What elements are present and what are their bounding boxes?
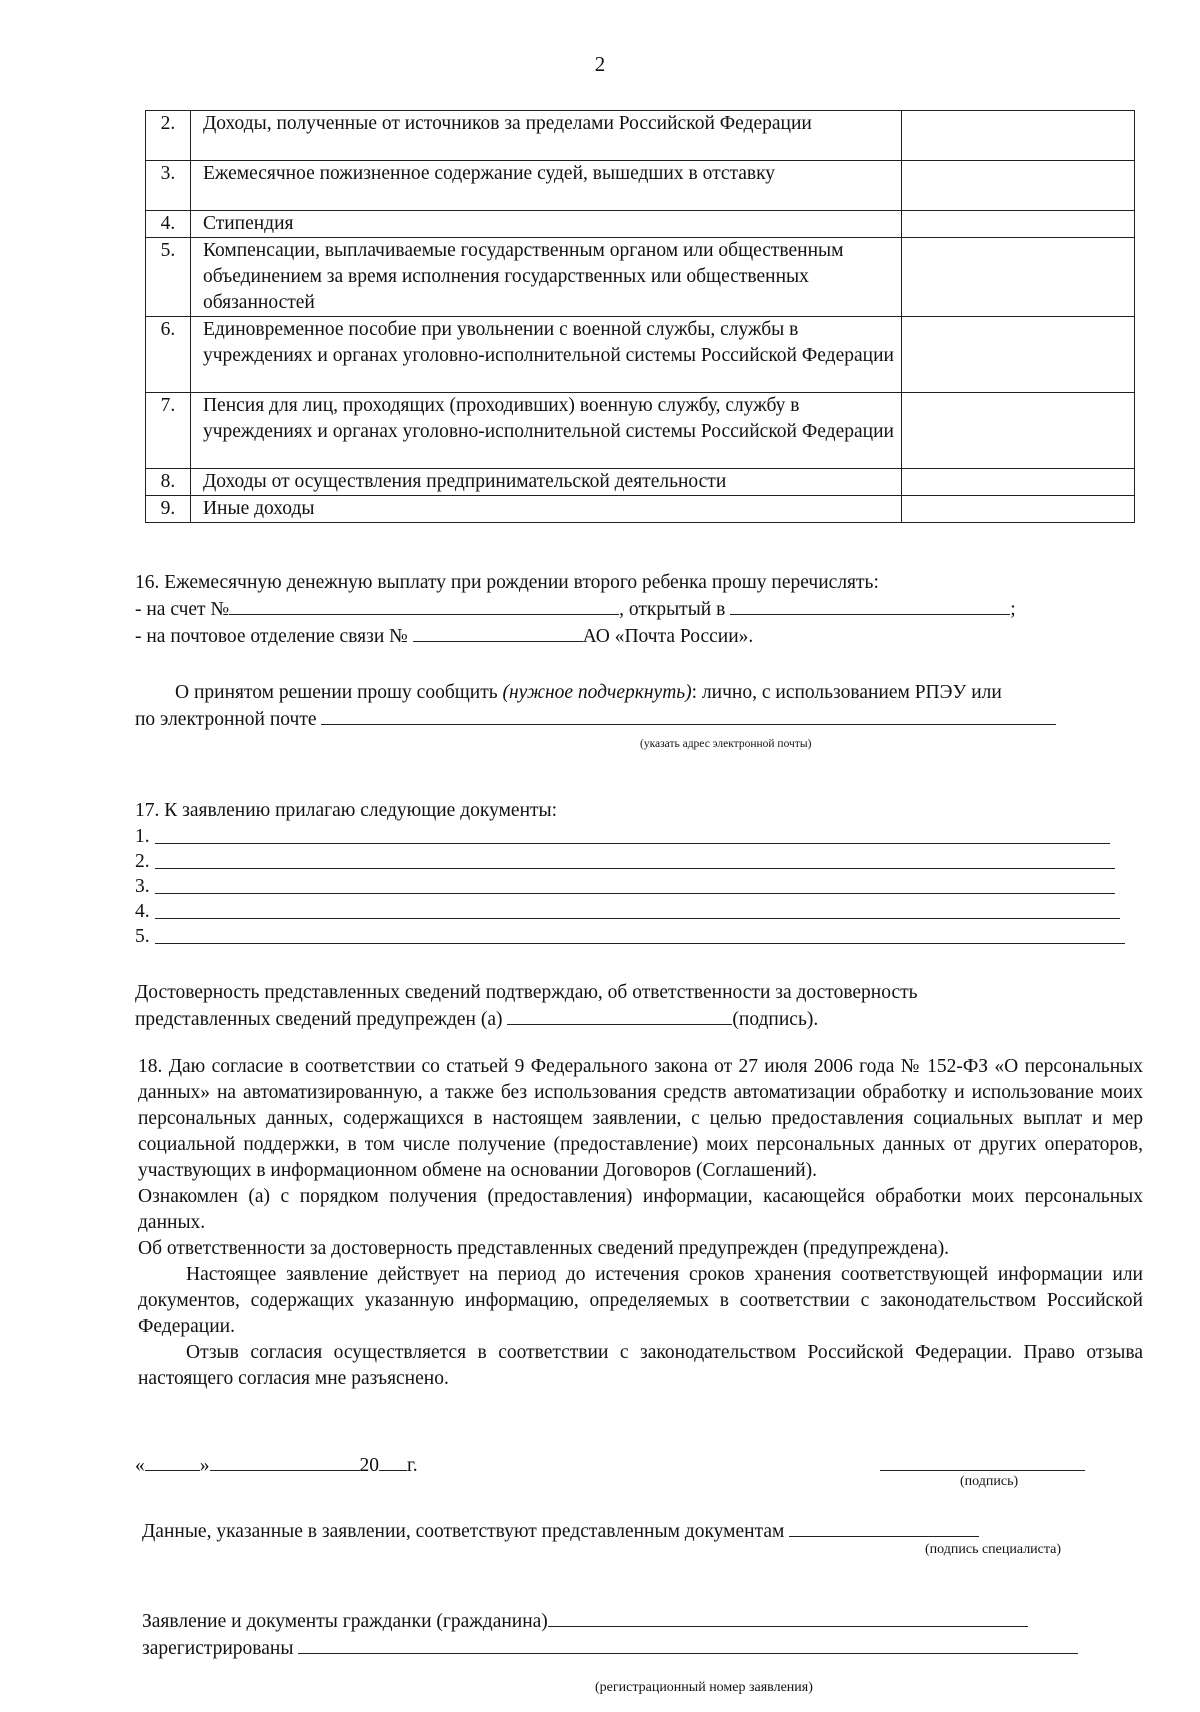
post-office-field[interactable] <box>413 623 583 642</box>
income-table <box>145 110 1135 523</box>
date-close-quote: » <box>199 1455 210 1476</box>
document-field-5[interactable] <box>155 943 1125 944</box>
row-value-cell[interactable] <box>902 469 1135 496</box>
page-number: 2 <box>594 52 606 76</box>
account-number-field[interactable] <box>229 596 619 615</box>
account-end: ; <box>1010 599 1016 620</box>
list-item <box>135 899 1145 924</box>
row-value-cell[interactable] <box>902 238 1135 317</box>
notify-email-label: по электронной почте <box>135 709 317 730</box>
table-row <box>146 393 1135 469</box>
veracity-signature-field[interactable] <box>507 1006 732 1025</box>
document-field-2[interactable] <box>155 868 1115 869</box>
veracity-prefix: представленных сведений предупрежден (а) <box>135 1009 503 1030</box>
notify-block <box>135 680 1145 733</box>
notify-italic: (нужное подчеркнуть) <box>502 682 692 703</box>
specialist-text: Данные, указанные в заявлении, соответствуют представленным документам <box>142 1521 785 1542</box>
row-number: 3. <box>146 161 191 211</box>
document-field-4[interactable] <box>155 918 1120 919</box>
row-text: Компенсации, выплачиваемые государственным органом или общественным объединением за время исполнения государственных или общественных обязанностей <box>190 238 901 317</box>
row-text: Стипендия <box>190 211 901 238</box>
row-value-cell[interactable] <box>902 393 1135 469</box>
signature-field[interactable] <box>880 1470 1085 1471</box>
row-text: Доходы от осуществления предпринимательской деятельности <box>190 469 901 496</box>
month-field[interactable] <box>210 1452 360 1471</box>
notify-line-1 <box>135 680 1145 706</box>
row-number: 8. <box>146 469 191 496</box>
registration-label-2: зарегистрированы <box>142 1638 294 1659</box>
specialist-signature-field[interactable] <box>789 1518 979 1537</box>
list-item <box>135 849 1145 874</box>
row-number: 2. <box>146 111 191 161</box>
row-number: 5. <box>146 238 191 317</box>
post-prefix: - на почтовое отделение связи № <box>135 626 408 647</box>
citizen-name-field[interactable] <box>548 1608 1028 1627</box>
row-number: 6. <box>146 317 191 393</box>
table-row <box>146 317 1135 393</box>
list-item <box>135 924 1145 949</box>
row-value-cell[interactable] <box>902 161 1135 211</box>
consent-paragraph-5: Отзыв согласия осуществляется в соответствии с законодательством Российской Федерации. Право отзыва настоящего согласия мне разъяснено. <box>138 1342 1143 1389</box>
consent-paragraph-2: Ознакомлен (а) с порядком получения (предоставления) информации, касающейся обработки моих персональных данных. <box>138 1186 1143 1233</box>
list-item-number: 5. <box>135 926 150 947</box>
bank-name-field[interactable] <box>730 596 1010 615</box>
row-text: Доходы, полученные от источников за пределами Российской Федерации <box>190 111 901 161</box>
account-prefix: - на счет № <box>135 599 230 620</box>
notify-prefix: О принятом решении прошу сообщить <box>175 682 498 703</box>
row-value-cell[interactable] <box>902 496 1135 523</box>
row-text: Единовременное пособие при увольнении с военной службы, службы в учреждениях и органах уголовно-исполнительной системы Российской Федерации <box>190 317 901 393</box>
registration-line-2 <box>142 1635 1152 1662</box>
account-mid: , открытый в <box>619 599 726 620</box>
section-17 <box>135 798 1145 949</box>
year-suffix: г. <box>407 1455 418 1476</box>
specialist-line <box>142 1518 1152 1545</box>
row-number: 4. <box>146 211 191 238</box>
registration-line-1 <box>142 1608 1152 1635</box>
registration-block <box>142 1608 1152 1662</box>
row-number: 9. <box>146 496 191 523</box>
email-field[interactable] <box>321 706 1056 725</box>
table-row <box>146 238 1135 317</box>
year-prefix: 20 <box>359 1455 379 1476</box>
row-value-cell[interactable] <box>902 111 1135 161</box>
row-value-cell[interactable] <box>902 211 1135 238</box>
registration-label-1: Заявление и документы гражданки (гражданина) <box>142 1611 548 1632</box>
email-caption: (указать адрес электронной почты) <box>640 738 812 750</box>
consent-paragraph-4: Настоящее заявление действует на период до истечения сроков хранения соответствующей информации или документов, содержащих указанную информацию, определяемых в соответствии с законодательством Российской Федерации. <box>138 1264 1143 1337</box>
notify-line-2 <box>135 706 1145 733</box>
list-item-number: 1. <box>135 826 150 847</box>
section-16-heading: 16. Ежемесячную денежную выплату при рождении второго ребенка прошу перечислять: <box>135 572 879 593</box>
veracity-block <box>135 980 1145 1033</box>
veracity-suffix: (подпись). <box>732 1009 819 1030</box>
table-row <box>146 111 1135 161</box>
document-field-3[interactable] <box>155 893 1115 894</box>
day-field[interactable] <box>145 1452 200 1471</box>
table-row <box>146 496 1135 523</box>
list-item <box>135 874 1145 899</box>
row-text: Ежемесячное пожизненное содержание судей, вышедших в отставку <box>190 161 901 211</box>
document-field-1[interactable] <box>155 843 1110 844</box>
registration-caption: (регистрационный номер заявления) <box>595 1680 813 1695</box>
section-18 <box>138 1054 1143 1392</box>
row-text: Иные доходы <box>190 496 901 523</box>
account-line <box>135 596 1145 623</box>
specialist-caption: (подпись специалиста) <box>925 1542 1062 1557</box>
row-value-cell[interactable] <box>902 317 1135 393</box>
post-suffix: АО «Почта России». <box>582 626 754 647</box>
row-text: Пенсия для лиц, проходящих (проходивших) военную службу, службу в учреждениях и органах уголовно-исполнительной системы Российской Федерации <box>190 393 901 469</box>
veracity-line-2 <box>135 1006 1145 1033</box>
post-line <box>135 623 1145 650</box>
year-field[interactable] <box>379 1452 407 1471</box>
consent-paragraph-1: 18. Даю согласие в соответствии со статьей 9 Федерального закона от 27 июля 2006 года № 152-ФЗ «О персональных данных» на автоматизированную, а также без использования средств автоматизации обработку и использование моих персональных данных, содержащихся в настоящем заявлении, с целью предоставления социальных выплат и мер социальной поддержки, в том числе получение (предоставление) моих персональных данных от других операторов, участвующих в информационном обмене на основании Договоров (Соглашений). <box>138 1056 1143 1181</box>
registration-number-field[interactable] <box>298 1635 1078 1654</box>
section-17-heading: 17. К заявлению прилагаю следующие документы: <box>135 800 558 821</box>
table-row <box>146 211 1135 238</box>
row-number: 7. <box>146 393 191 469</box>
list-item-number: 3. <box>135 876 150 897</box>
veracity-line-1: Достоверность представленных сведений подтверждаю, об ответственности за достоверность <box>135 982 918 1003</box>
section-16 <box>135 570 1145 650</box>
table-row <box>146 469 1135 496</box>
list-item <box>135 824 1145 849</box>
table-row <box>146 161 1135 211</box>
list-item-number: 4. <box>135 901 150 922</box>
date-open-quote: « <box>135 1455 145 1476</box>
signature-caption: (подпись) <box>960 1474 1019 1489</box>
notify-rest: : лично, с использованием РПЭУ или <box>691 682 1002 703</box>
consent-paragraph-3: Об ответственности за достоверность представленных сведений предупрежден (предупреждена). <box>138 1238 950 1259</box>
list-item-number: 2. <box>135 851 150 872</box>
